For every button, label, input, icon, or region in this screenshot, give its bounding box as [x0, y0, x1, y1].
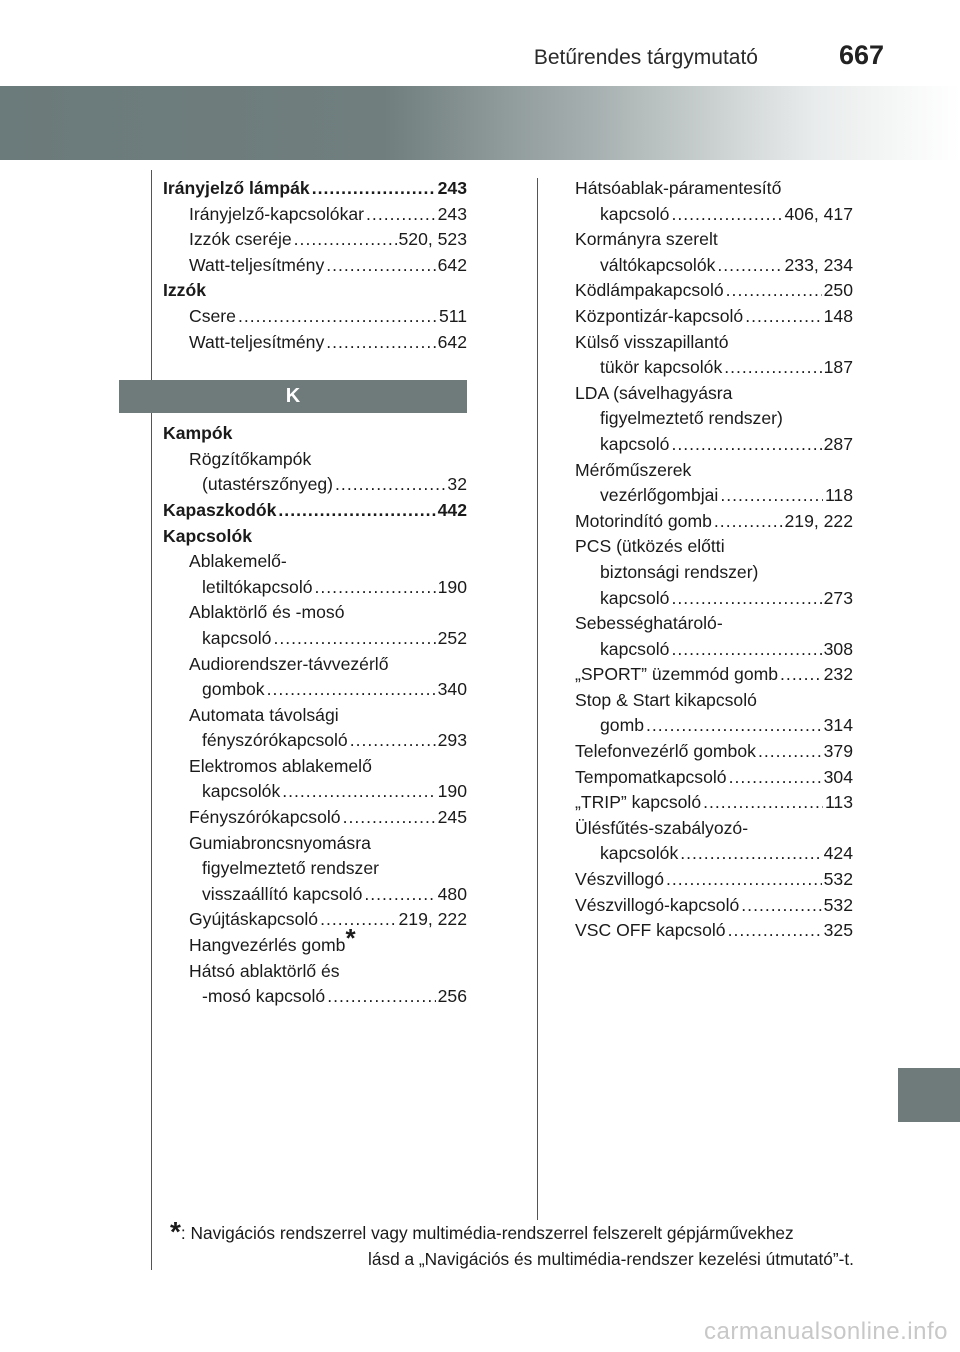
dot-leader — [666, 867, 822, 893]
entry-text: Mérőműszerek — [575, 459, 692, 480]
index-entry — [575, 560, 853, 586]
entry-page: 252 — [437, 627, 467, 648]
header-title: Betűrendes tárgymutató — [533, 46, 758, 69]
dot-leader — [267, 677, 436, 703]
page-header — [0, 38, 960, 76]
index-entry — [575, 381, 853, 407]
dot-leader — [717, 253, 782, 279]
entry-text: Kormányra szerelt — [575, 229, 718, 250]
entry-text: Vészvillogó — [575, 869, 664, 890]
dot-leader — [278, 498, 435, 524]
index-entry — [163, 227, 467, 253]
entry-page: 273 — [823, 587, 853, 608]
entry-page: 243 — [437, 203, 467, 224]
entry-page: 287 — [823, 433, 853, 454]
index-entry — [163, 856, 467, 882]
entry-text: Hátsó ablaktörlő és — [189, 960, 340, 981]
index-entry — [575, 176, 853, 202]
index-entry — [163, 447, 467, 473]
index-entry-hangvezerles — [163, 923, 467, 959]
index-entry — [163, 677, 467, 703]
entry-page: 148 — [823, 305, 853, 326]
index-entry — [163, 600, 467, 626]
footnote-marker: * — [345, 923, 356, 954]
index-entry — [575, 637, 853, 663]
index-entry — [575, 355, 853, 381]
entry-text: „TRIP” kapcsoló — [575, 792, 702, 813]
index-entry — [163, 959, 467, 985]
entry-page: 219, 222 — [784, 510, 853, 531]
entry-text: vezérlőgombjai — [600, 485, 719, 506]
entry-text: kapcsolók — [202, 781, 281, 802]
dot-leader — [680, 841, 821, 867]
left-tail-entries — [163, 959, 467, 1010]
entry-text: PCS (ütközés előtti — [575, 536, 725, 557]
entry-page: 293 — [437, 730, 467, 751]
chapter-side-tab — [898, 1068, 960, 1122]
dot-leader — [728, 918, 822, 944]
entry-text: figyelmeztető rendszer) — [600, 408, 783, 429]
dot-leader — [703, 790, 823, 816]
index-entry — [163, 524, 467, 550]
entry-text: Külső visszapillantó — [575, 331, 729, 352]
entry-text: Ülésfűtés-szabályozó- — [575, 817, 749, 838]
entry-page: 187 — [823, 357, 853, 378]
dot-leader — [646, 713, 822, 739]
entry-text: Ablaktörlő és -mosó — [189, 602, 345, 623]
entry-text: kapcsoló — [202, 627, 272, 648]
index-entry — [163, 728, 467, 754]
entry-text: gombok — [202, 679, 265, 700]
index-entry — [575, 202, 853, 228]
entry-text: tükör kapcsolók — [600, 357, 723, 378]
entry-text: Kapaszkodók — [163, 499, 277, 520]
index-entry — [163, 176, 467, 202]
dot-leader — [758, 739, 822, 765]
entry-page: 642 — [437, 254, 467, 275]
dot-leader — [724, 355, 821, 381]
entry-text: Rögzítőkampók — [189, 448, 312, 469]
index-entry — [575, 586, 853, 612]
index-entry — [163, 754, 467, 780]
entry-text: Fényszórókapcsoló — [189, 807, 341, 828]
entry-text: Motorindító gomb — [575, 510, 712, 531]
entry-text: váltókapcsolók — [600, 254, 716, 275]
index-entry — [163, 498, 467, 524]
dot-leader — [726, 278, 822, 304]
index-entry — [575, 611, 853, 637]
index-entry — [163, 549, 467, 575]
footnote-text-1: : Navigációs rendszerrel vagy multimédia-rendszerrel felszerelt gépjárművekhez — [180, 1223, 794, 1243]
dot-leader — [315, 575, 436, 601]
index-entry — [575, 713, 853, 739]
index-entry — [575, 253, 853, 279]
index-entry — [163, 703, 467, 729]
index-entry — [575, 893, 853, 919]
entry-text: Tempomatkapcsoló — [575, 766, 727, 787]
dot-leader — [327, 984, 435, 1010]
entry-text: Automata távolsági — [189, 704, 339, 725]
entry-page: 32 — [447, 474, 467, 495]
index-entry — [575, 918, 853, 944]
left-margin-rule — [151, 170, 152, 1270]
entry-page: 532 — [823, 894, 853, 915]
entry-text: kapcsoló — [600, 203, 670, 224]
index-entry — [575, 432, 853, 458]
entry-page: 308 — [823, 638, 853, 659]
entry-text: Hangvezérlés gomb — [189, 935, 346, 956]
entry-page: 245 — [437, 807, 467, 828]
index-entry — [575, 662, 853, 688]
index-entry — [575, 278, 853, 304]
dot-leader — [282, 779, 435, 805]
entry-text: Irányjelző-kapcsolókar — [189, 203, 365, 224]
entry-page: 642 — [437, 331, 467, 352]
entry-text: fényszórókapcsoló — [202, 730, 348, 751]
dot-leader — [366, 202, 436, 228]
index-entry — [163, 202, 467, 228]
entry-text: Elektromos ablakemelő — [189, 755, 372, 776]
dot-leader — [238, 304, 437, 330]
left-top-entries — [163, 176, 467, 355]
entry-text: -mosó kapcsoló — [202, 986, 326, 1007]
entry-text: Ködlámpakapcsoló — [575, 280, 724, 301]
entry-text: Stop & Start kikapcsoló — [575, 689, 757, 710]
dot-leader — [741, 893, 821, 919]
entry-text: figyelmeztető rendszer — [202, 858, 379, 879]
index-entry — [575, 458, 853, 484]
dot-leader — [335, 472, 445, 498]
index-entry — [163, 779, 467, 805]
entry-text: Ablakemelő- — [189, 551, 287, 572]
index-entry — [575, 688, 853, 714]
index-entry — [163, 805, 467, 831]
entry-text: gomb — [600, 715, 645, 736]
dot-leader — [326, 253, 435, 279]
entry-page: 256 — [437, 986, 467, 1007]
entry-text: kapcsoló — [600, 433, 670, 454]
entry-page: 406, 417 — [784, 203, 853, 224]
entry-page: 532 — [823, 869, 853, 890]
dot-leader — [326, 330, 435, 356]
entry-page: 325 — [823, 920, 853, 941]
page-number: 667 — [838, 40, 884, 70]
entry-text: Watt-teljesítmény — [189, 254, 325, 275]
dot-leader — [343, 805, 436, 831]
index-entry — [575, 406, 853, 432]
watermark: carmanualsonline.info — [704, 1318, 948, 1345]
index-entry — [163, 278, 467, 304]
entry-text: biztonsági rendszer) — [600, 561, 759, 582]
entry-page: 233, 234 — [784, 254, 853, 275]
index-entry — [575, 509, 853, 535]
footnote-line-1 — [170, 1216, 854, 1247]
index-column-left — [163, 176, 467, 1010]
entry-text: Telefonvezérlő gombok — [575, 741, 756, 762]
entry-page: 480 — [437, 883, 467, 904]
entry-text: (utastérszőnyeg) — [202, 474, 334, 495]
index-entry — [575, 483, 853, 509]
entry-text: Watt-teljesítmény — [189, 331, 325, 352]
entry-page: 190 — [437, 576, 467, 597]
entry-page: 340 — [437, 679, 467, 700]
entry-text: Gyújtáskapcsoló — [189, 909, 319, 930]
dot-leader — [294, 227, 397, 253]
dot-leader — [714, 509, 783, 535]
entry-page: 113 — [824, 792, 853, 813]
header-banner — [0, 86, 960, 160]
entry-text: Vészvillogó-kapcsoló — [575, 894, 740, 915]
dot-leader — [320, 907, 396, 933]
section-letter-bar: K — [119, 380, 467, 413]
dot-leader — [729, 765, 822, 791]
entry-text: kapcsoló — [600, 587, 670, 608]
dot-leader — [671, 637, 821, 663]
dot-leader — [720, 483, 823, 509]
entry-text: Gumiabroncsnyomásra — [189, 832, 371, 853]
entry-text: Sebességhatároló- — [575, 613, 723, 634]
index-entry — [163, 882, 467, 908]
entry-text: Központizár-kapcsoló — [575, 305, 744, 326]
index-entry — [575, 534, 853, 560]
entry-text: Kapcsolók — [163, 525, 252, 546]
entry-text: Hátsóablak-páramentesítő — [575, 178, 782, 198]
index-entry — [163, 304, 467, 330]
index-entry — [163, 330, 467, 356]
entry-page: 511 — [438, 305, 467, 326]
index-entry — [575, 304, 853, 330]
index-entry — [163, 253, 467, 279]
entry-page: 232 — [823, 664, 853, 685]
entry-text: „SPORT” üzemmód gomb — [575, 664, 779, 685]
entry-text: LDA (sávelhagyásra — [575, 382, 733, 403]
left-main-entries — [163, 421, 467, 933]
index-entry — [575, 765, 853, 791]
entry-text: kapcsoló — [600, 638, 670, 659]
dot-leader — [364, 882, 435, 908]
dot-leader — [312, 176, 436, 202]
column-divider — [537, 178, 538, 1220]
dot-leader — [671, 202, 782, 228]
index-column-right — [575, 176, 853, 944]
index-entry — [575, 227, 853, 253]
index-entry — [575, 790, 853, 816]
index-entry — [163, 472, 467, 498]
index-entry — [163, 575, 467, 601]
entry-page: 314 — [823, 715, 853, 736]
dot-leader — [745, 304, 821, 330]
entry-page: 304 — [823, 766, 853, 787]
index-entry — [575, 739, 853, 765]
entry-text: VSC OFF kapcsoló — [575, 920, 726, 941]
index-entry — [163, 984, 467, 1010]
index-entry — [575, 330, 853, 356]
right-entries — [575, 176, 853, 944]
entry-page: 442 — [437, 499, 467, 520]
entry-page: 190 — [437, 781, 467, 802]
entry-text: Audiorendszer-távvezérlő — [189, 653, 389, 674]
index-entry — [575, 841, 853, 867]
index-entry — [163, 626, 467, 652]
index-entry — [163, 907, 467, 933]
footnote-star: * — [170, 1216, 181, 1247]
index-entry — [575, 816, 853, 842]
index-entry — [163, 421, 467, 447]
entry-page: 379 — [823, 741, 853, 762]
dot-leader — [671, 432, 821, 458]
entry-page: 118 — [824, 485, 853, 506]
dot-leader — [780, 662, 822, 688]
entry-text: Izzók — [163, 280, 207, 301]
entry-text: kapcsolók — [600, 843, 679, 864]
entry-text: Irányjelző lámpák — [163, 178, 310, 198]
dot-leader — [350, 728, 436, 754]
entry-text: letiltókapcsoló — [202, 576, 313, 597]
footnote-line-2: lásd a „Navigációs és multimédia-rendszer kezelési útmutató”-t. — [368, 1249, 854, 1269]
entry-text: Izzók cseréje — [189, 229, 292, 250]
dot-leader — [273, 626, 435, 652]
entry-page: 219, 222 — [398, 909, 467, 930]
entry-text: Kampók — [163, 423, 233, 444]
entry-text: visszaállító kapcsoló — [202, 883, 363, 904]
dot-leader — [671, 586, 821, 612]
index-entry — [163, 652, 467, 678]
index-entry — [575, 867, 853, 893]
footnote — [170, 1216, 854, 1272]
entry-page: 250 — [823, 280, 853, 301]
entry-text: Csere — [189, 305, 236, 326]
index-entry — [163, 831, 467, 857]
entry-page: 520, 523 — [398, 229, 467, 250]
entry-page: 243 — [437, 178, 467, 198]
entry-page: 424 — [823, 843, 853, 864]
